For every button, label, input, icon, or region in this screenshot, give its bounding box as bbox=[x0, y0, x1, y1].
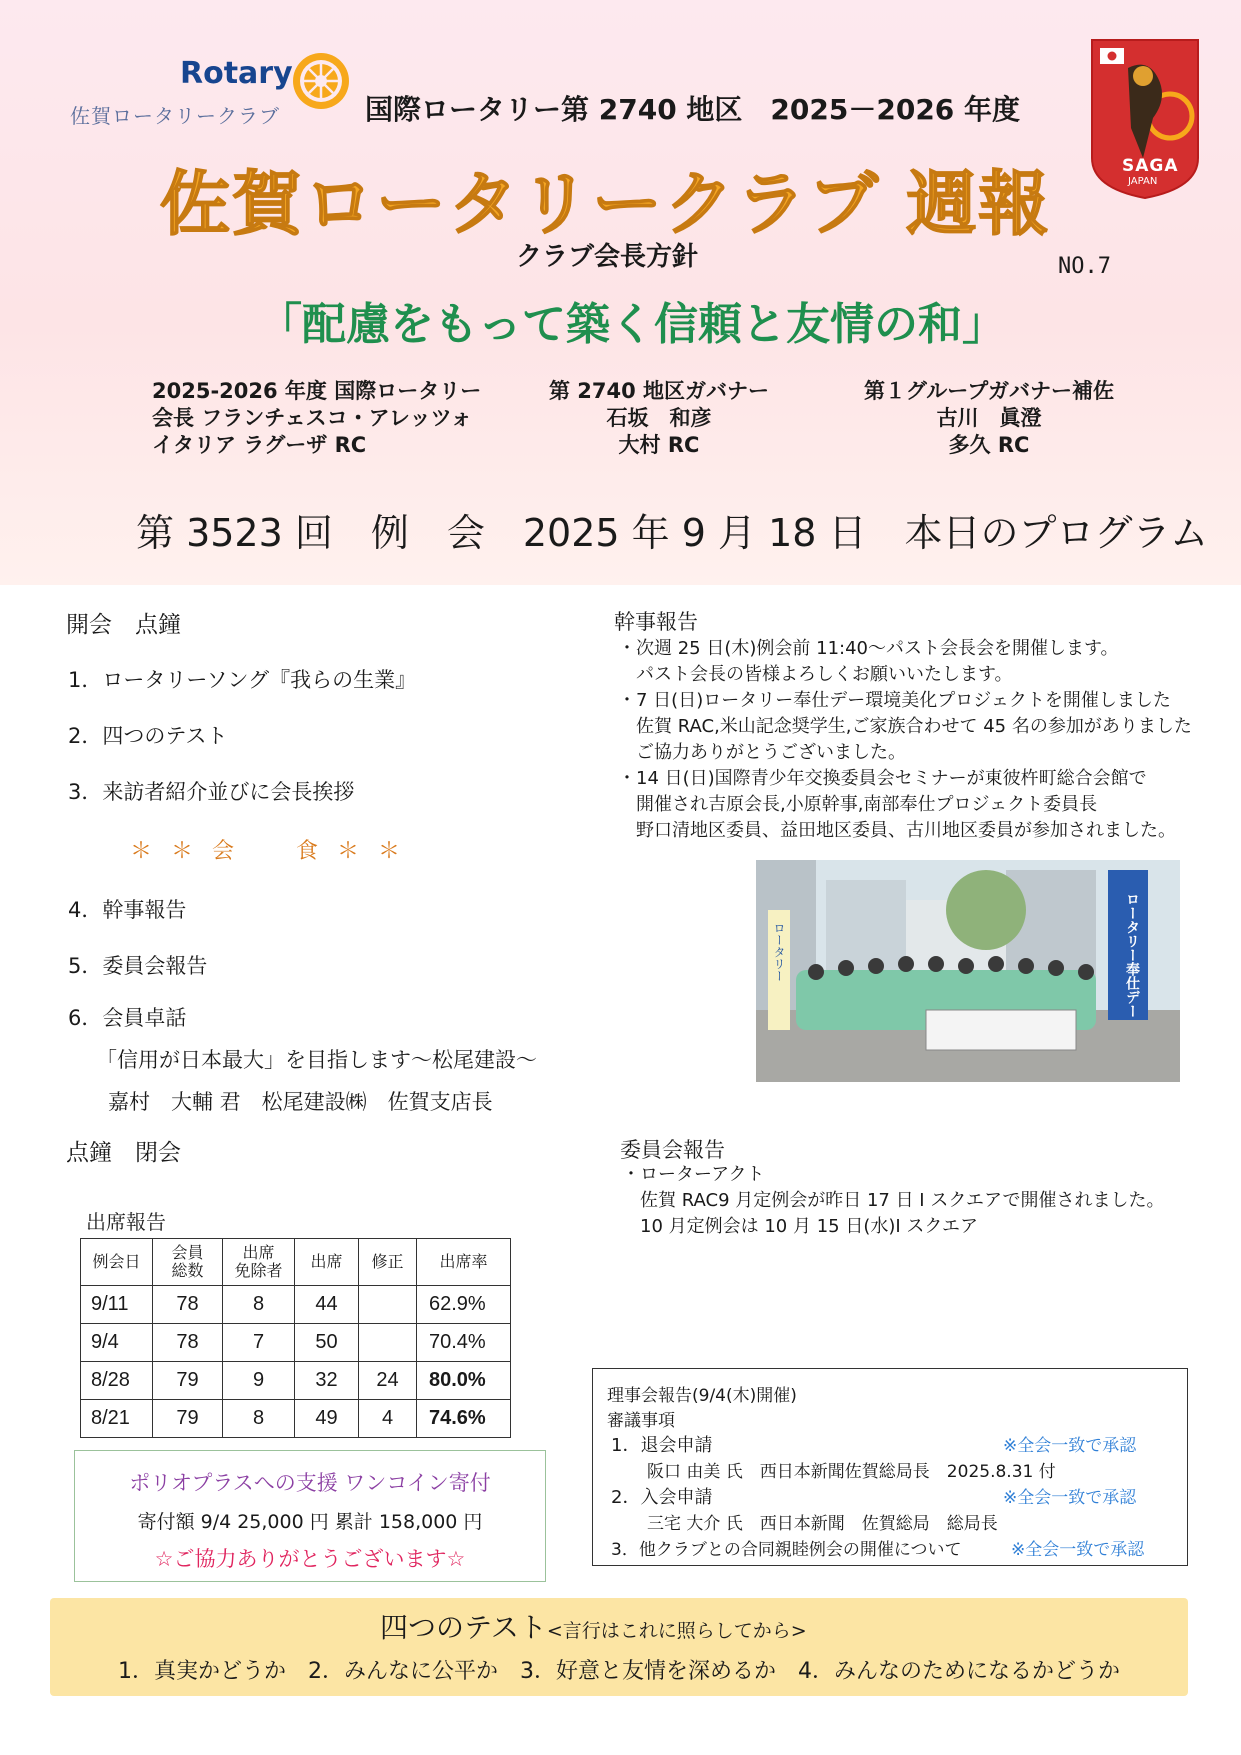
officer-district-governor bbox=[548, 378, 770, 459]
cell-date: 8/28 bbox=[81, 1362, 153, 1400]
program-item: 5．委員会報告 bbox=[68, 954, 208, 978]
four-test-items: 1．真実かどうか 2．みんなに公平か 3．好意と友情を深めるか 4．みんなのためになるかどうか bbox=[118, 1659, 1120, 1684]
cell-date: 9/11 bbox=[81, 1286, 153, 1324]
officer-line: イタリア ラグーザ RC bbox=[152, 433, 367, 457]
saga-badge bbox=[1088, 38, 1202, 200]
attendance-table bbox=[80, 1238, 511, 1438]
table-header-row bbox=[81, 1239, 511, 1286]
cell-rate: 70.4% bbox=[417, 1324, 511, 1362]
talk-title: 「信用が日本最大」を目指します～松尾建設～ bbox=[96, 1048, 537, 1072]
badge-saga-text: SAGA bbox=[1122, 156, 1179, 176]
attendance-title: 出席報告 bbox=[86, 1210, 166, 1234]
cell-fix: 4 bbox=[359, 1400, 417, 1438]
board-item: 1．退会申請 bbox=[611, 1435, 713, 1456]
four-test-title bbox=[380, 1606, 807, 1646]
cell-members: 79 bbox=[153, 1400, 223, 1438]
committee-report bbox=[622, 1162, 1165, 1240]
four-test-subtitle: <言行はこれに照らしてから> bbox=[546, 1620, 807, 1642]
table-row bbox=[81, 1286, 511, 1324]
col-header bbox=[417, 1239, 511, 1286]
rotary-wheel-icon bbox=[290, 50, 352, 112]
board-item: 2．入会申請 bbox=[611, 1487, 713, 1508]
talk-speaker: 嘉村 大輔 君 松尾建設㈱ 佐賀支店長 bbox=[108, 1090, 493, 1114]
program-item: 2．四つのテスト bbox=[68, 724, 228, 748]
meeting-heading: 第 3523 回 例 会 2025 年 9 月 18 日 本日のプログラム bbox=[136, 511, 1209, 555]
page-title: 佐賀ロータリークラブ 週報 bbox=[160, 163, 1051, 245]
board-detail: 阪口 由美 氏 西日本新聞佐賀総局長 2025.8.31 付 bbox=[647, 1462, 1056, 1482]
report-line: ・ローターアクト bbox=[622, 1164, 765, 1185]
cell-exempt: 8 bbox=[223, 1286, 295, 1324]
group-photo bbox=[756, 860, 1180, 1082]
board-heading: 理事会報告(9/4(木)開催) bbox=[607, 1386, 797, 1406]
report-line: ・7 日(日)ロータリー奉仕デー環境美化プロジェクトを開催しました bbox=[618, 690, 1171, 711]
program-item: 3．来訪者紹介並びに会長挨拶 bbox=[68, 780, 355, 804]
polio-amount: 寄付額 9/4 25,000 円 累計 158,000 円 bbox=[137, 1511, 483, 1533]
program-item: 6．会員卓話 bbox=[68, 1006, 187, 1030]
committee-heading: 委員会報告 bbox=[620, 1138, 725, 1162]
col-header bbox=[223, 1239, 295, 1286]
club-name-small: 佐賀ロータリークラブ bbox=[70, 104, 280, 128]
approval-status: ※全会一致で承認 bbox=[1003, 1436, 1137, 1456]
cell-date: 9/4 bbox=[81, 1324, 153, 1362]
program-open: 開会 点鐘 bbox=[66, 612, 181, 638]
officer-line: 第 2740 地区ガバナー bbox=[548, 379, 770, 403]
district-year-line: 国際ロータリー第 2740 地区 2025－2026 年度 bbox=[365, 93, 1021, 126]
col-header-line: 総数 bbox=[171, 1261, 204, 1280]
col-header bbox=[359, 1239, 417, 1286]
program-item: 4．幹事報告 bbox=[68, 898, 187, 922]
banner-right-text: ロータリー奉仕デー bbox=[1124, 892, 1140, 1018]
cell-fix bbox=[359, 1286, 417, 1324]
cell-present: 50 bbox=[295, 1324, 359, 1362]
program-meal: ＊ ＊ 会 食 ＊ ＊ bbox=[130, 839, 406, 864]
report-line: 佐賀 RAC,米山記念奨学生,ご家族合わせて 45 名の参加がありました bbox=[618, 716, 1192, 737]
program-close: 点鐘 閉会 bbox=[66, 1140, 181, 1166]
cell-rate: 62.9% bbox=[417, 1286, 511, 1324]
cell-rate: 74.6% bbox=[417, 1400, 511, 1438]
col-header bbox=[153, 1239, 223, 1286]
attendance-table-wrap bbox=[80, 1238, 511, 1438]
club-motto: 「配慮をもって築く信頼と友情の和」 bbox=[258, 299, 1006, 350]
cell-rate: 80.0% bbox=[417, 1362, 511, 1400]
report-line: 開催され吉原会長,小原幹事,南部奉仕プロジェクト委員長 bbox=[618, 794, 1098, 815]
report-line: ご協力ありがとうございました。 bbox=[618, 742, 906, 763]
rotary-wordmark: Rotary bbox=[180, 56, 293, 91]
polio-donation-box bbox=[74, 1450, 546, 1582]
officer-line: 2025-2026 年度 国際ロータリー bbox=[152, 379, 482, 403]
approval-status: ※全会一致で承認 bbox=[1003, 1488, 1137, 1508]
four-test-heading: 四つのテスト bbox=[380, 1611, 547, 1644]
officer-line: 石坂 和彦 bbox=[606, 406, 712, 430]
cell-members: 79 bbox=[153, 1362, 223, 1400]
secretary-report bbox=[618, 636, 1192, 844]
banner-left-text: ロータリー bbox=[772, 922, 786, 982]
president-policy-label: クラブ会長方針 bbox=[516, 242, 699, 272]
secretary-heading: 幹事報告 bbox=[614, 610, 698, 634]
cell-present: 44 bbox=[295, 1286, 359, 1324]
officer-line: 大村 RC bbox=[618, 433, 700, 457]
badge-japan-text: JAPAN bbox=[1128, 176, 1158, 187]
report-line: 10 月定例会は 10 月 15 日(水)I スクエア bbox=[622, 1216, 979, 1237]
board-detail: 三宅 大介 氏 西日本新聞 佐賀総局 総局長 bbox=[647, 1514, 998, 1534]
table-row bbox=[81, 1362, 511, 1400]
program-item: 1．ロータリーソング『我らの生業』 bbox=[68, 668, 417, 692]
officer-line: 会長 フランチェスコ・アレッツォ bbox=[152, 406, 472, 430]
col-header-line: 会員 bbox=[171, 1243, 204, 1262]
four-way-test-banner bbox=[50, 1598, 1188, 1696]
rotary-logo bbox=[70, 50, 360, 130]
cell-exempt: 9 bbox=[223, 1362, 295, 1400]
officer-line: 古川 眞澄 bbox=[936, 406, 1042, 430]
issue-number: NO.7 bbox=[1058, 254, 1111, 279]
col-header-line: 出席 bbox=[310, 1252, 343, 1271]
board-report-box bbox=[592, 1368, 1188, 1566]
col-header bbox=[295, 1239, 359, 1286]
col-header-line: 修正 bbox=[371, 1252, 404, 1271]
table-row bbox=[81, 1400, 511, 1438]
polio-thanks: ☆ご協力ありがとうございます☆ bbox=[154, 1547, 466, 1571]
report-line: 野口清地区委員、益田地区委員、古川地区委員が参加されました。 bbox=[618, 820, 1176, 841]
cell-present: 49 bbox=[295, 1400, 359, 1438]
board-sub: 審議事項 bbox=[607, 1411, 675, 1431]
cell-present: 32 bbox=[295, 1362, 359, 1400]
board-item: 3．他クラブとの合同親睦例会の開催について bbox=[611, 1540, 962, 1560]
col-header-line: 出席率 bbox=[439, 1252, 488, 1271]
cell-members: 78 bbox=[153, 1286, 223, 1324]
col-header-line: 出席 bbox=[242, 1243, 275, 1262]
officer-ri-president bbox=[152, 378, 481, 459]
col-header bbox=[81, 1239, 153, 1286]
cell-date: 8/21 bbox=[81, 1400, 153, 1438]
cell-exempt: 7 bbox=[223, 1324, 295, 1362]
report-line: ・14 日(日)国際青少年交換委員会セミナーが東彼杵町総合会館で bbox=[618, 768, 1147, 789]
polio-title: ポリオプラスへの支援 ワンコイン寄付 bbox=[129, 1471, 491, 1495]
report-line: ・次週 25 日(木)例会前 11:40～パスト会長会を開催します。 bbox=[618, 638, 1119, 659]
officer-line: 第１グループガバナー補佐 bbox=[863, 379, 1115, 403]
approval-status: ※全会一致で承認 bbox=[1011, 1540, 1145, 1560]
report-line: 佐賀 RAC9 月定例会が昨日 17 日 I スクエアで開催されました。 bbox=[622, 1190, 1165, 1211]
cell-fix bbox=[359, 1324, 417, 1362]
report-line: パスト会長の皆様よろしくお願いいたします。 bbox=[618, 664, 1013, 685]
officer-assistant-governor bbox=[858, 378, 1120, 459]
table-row bbox=[81, 1324, 511, 1362]
cell-fix: 24 bbox=[359, 1362, 417, 1400]
col-header-line: 免除者 bbox=[234, 1261, 283, 1280]
cell-exempt: 8 bbox=[223, 1400, 295, 1438]
col-header-line: 例会日 bbox=[92, 1252, 141, 1271]
cell-members: 78 bbox=[153, 1324, 223, 1362]
officer-line: 多久 RC bbox=[948, 433, 1030, 457]
